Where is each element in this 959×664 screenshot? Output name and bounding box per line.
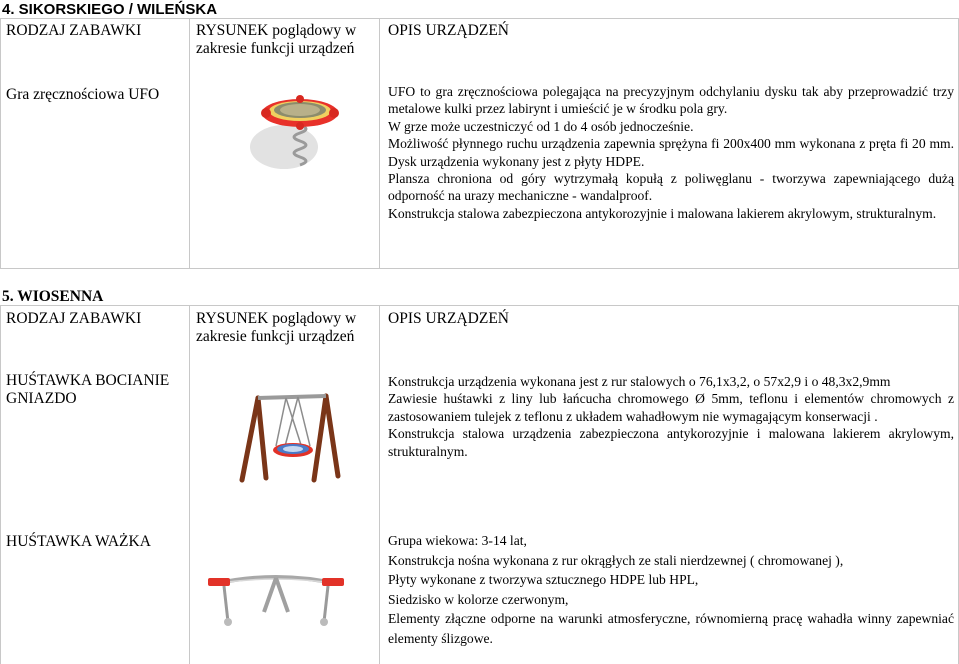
description-paragraph: Konstrukcja urządzenia wykonana jest z rur stalowych o 76,1x3,2, o 57x2,9 i o 48,3x2,9mm bbox=[388, 374, 891, 389]
section-heading: 4. SIKORSKIEGO / WILEŃSKA bbox=[2, 1, 218, 18]
table-border bbox=[0, 305, 1, 664]
description-paragraph: Elementy złączne odporne na warunki atmosferyczne, równomierną pracę wahadła winny zapewniać elementy ślizgowe. bbox=[388, 611, 954, 646]
equipment-name: HUŚTAWKA WAŻKA bbox=[6, 533, 151, 550]
table-border bbox=[0, 18, 1, 268]
description-paragraph: Zawiesie huśtawki z liny lub łańcucha chromowego Ø 5mm, teflonu i elementów chromowych z zastosowaniem tulejek z teflonu z układem wahadłowym nie wymagającym konserwacji . bbox=[388, 391, 954, 424]
table-border bbox=[189, 305, 190, 664]
ufo-dexterity-game-icon bbox=[244, 85, 356, 185]
column-header-type: RODZAJ ZABAWKI bbox=[6, 310, 142, 327]
column-header-description: OPIS URZĄDZEŃ bbox=[388, 310, 509, 327]
table-border bbox=[0, 268, 959, 269]
description-paragraph: Płyty wykonane z tworzywa sztucznego HDPE lub HPL, bbox=[388, 572, 699, 587]
column-header-drawing: RYSUNEK poglądowy w zakresie funkcji urządzeń bbox=[196, 22, 357, 57]
description-paragraph: Siedzisko w kolorze czerwonym, bbox=[388, 591, 569, 607]
equipment-description bbox=[388, 373, 954, 460]
description-paragraph: Konstrukcja nośna wykonana z rur okrągłych ze stali nierdzewnej ( chromowanej ), bbox=[388, 552, 844, 568]
column-header-drawing: RYSUNEK poglądowy w zakresie funkcji urządzeń bbox=[196, 310, 357, 345]
table-border bbox=[0, 18, 959, 19]
description-paragraph: Konstrukcja stalowa urządzenia zabezpieczona antykorozyjnie i malowana lakierem akrylowym, strukturalnym. bbox=[388, 426, 954, 459]
equipment-name: Gra zręcznościowa UFO bbox=[6, 86, 160, 103]
nest-swing-icon bbox=[236, 384, 344, 484]
column-header-type: RODZAJ ZABAWKI bbox=[6, 22, 142, 39]
seesaw-icon bbox=[206, 570, 346, 630]
column-header-description: OPIS URZĄDZEŃ bbox=[388, 22, 509, 39]
table-border bbox=[379, 305, 380, 664]
equipment-name: HUŚTAWKA BOCIANIE GNIAZDO bbox=[6, 372, 170, 407]
description-paragraph: Plansza chroniona od góry wytrzymałą kopułą z poliwęglanu - tworzywa zapewniającego dużą odporność na urazy mechaniczne - wandalproof. bbox=[388, 171, 954, 204]
description-paragraph: Konstrukcja stalowa zabezpieczona antykorozyjnie i malowana lakierem akrylowym, strukturalnym. bbox=[388, 205, 937, 221]
table-border bbox=[189, 18, 190, 268]
description-paragraph: UFO to gra zręcznościowa polegająca na precyzyjnym odchylaniu dysku tak aby przeprowadzić trzy metalowe kulki przez labirynt i umieścić je w środku pola gry. bbox=[388, 84, 954, 117]
description-paragraph: Możliwość płynnego ruchu urządzenia zapewnia sprężyna fi 200x400 mm wykonana z pręta fi 20 mm. Dysk urządzenia wykonany jest z płyty HDPE. bbox=[388, 136, 954, 169]
table-border bbox=[379, 18, 380, 268]
equipment-description bbox=[388, 531, 954, 648]
table-border bbox=[0, 305, 959, 306]
equipment-description bbox=[388, 83, 954, 222]
description-paragraph: Grupa wiekowa: 3-14 lat, bbox=[388, 533, 527, 548]
description-paragraph: W grze może uczestniczyć od 1 do 4 osób jednocześnie. bbox=[388, 118, 694, 134]
section-heading: 5. WIOSENNA bbox=[2, 288, 104, 305]
